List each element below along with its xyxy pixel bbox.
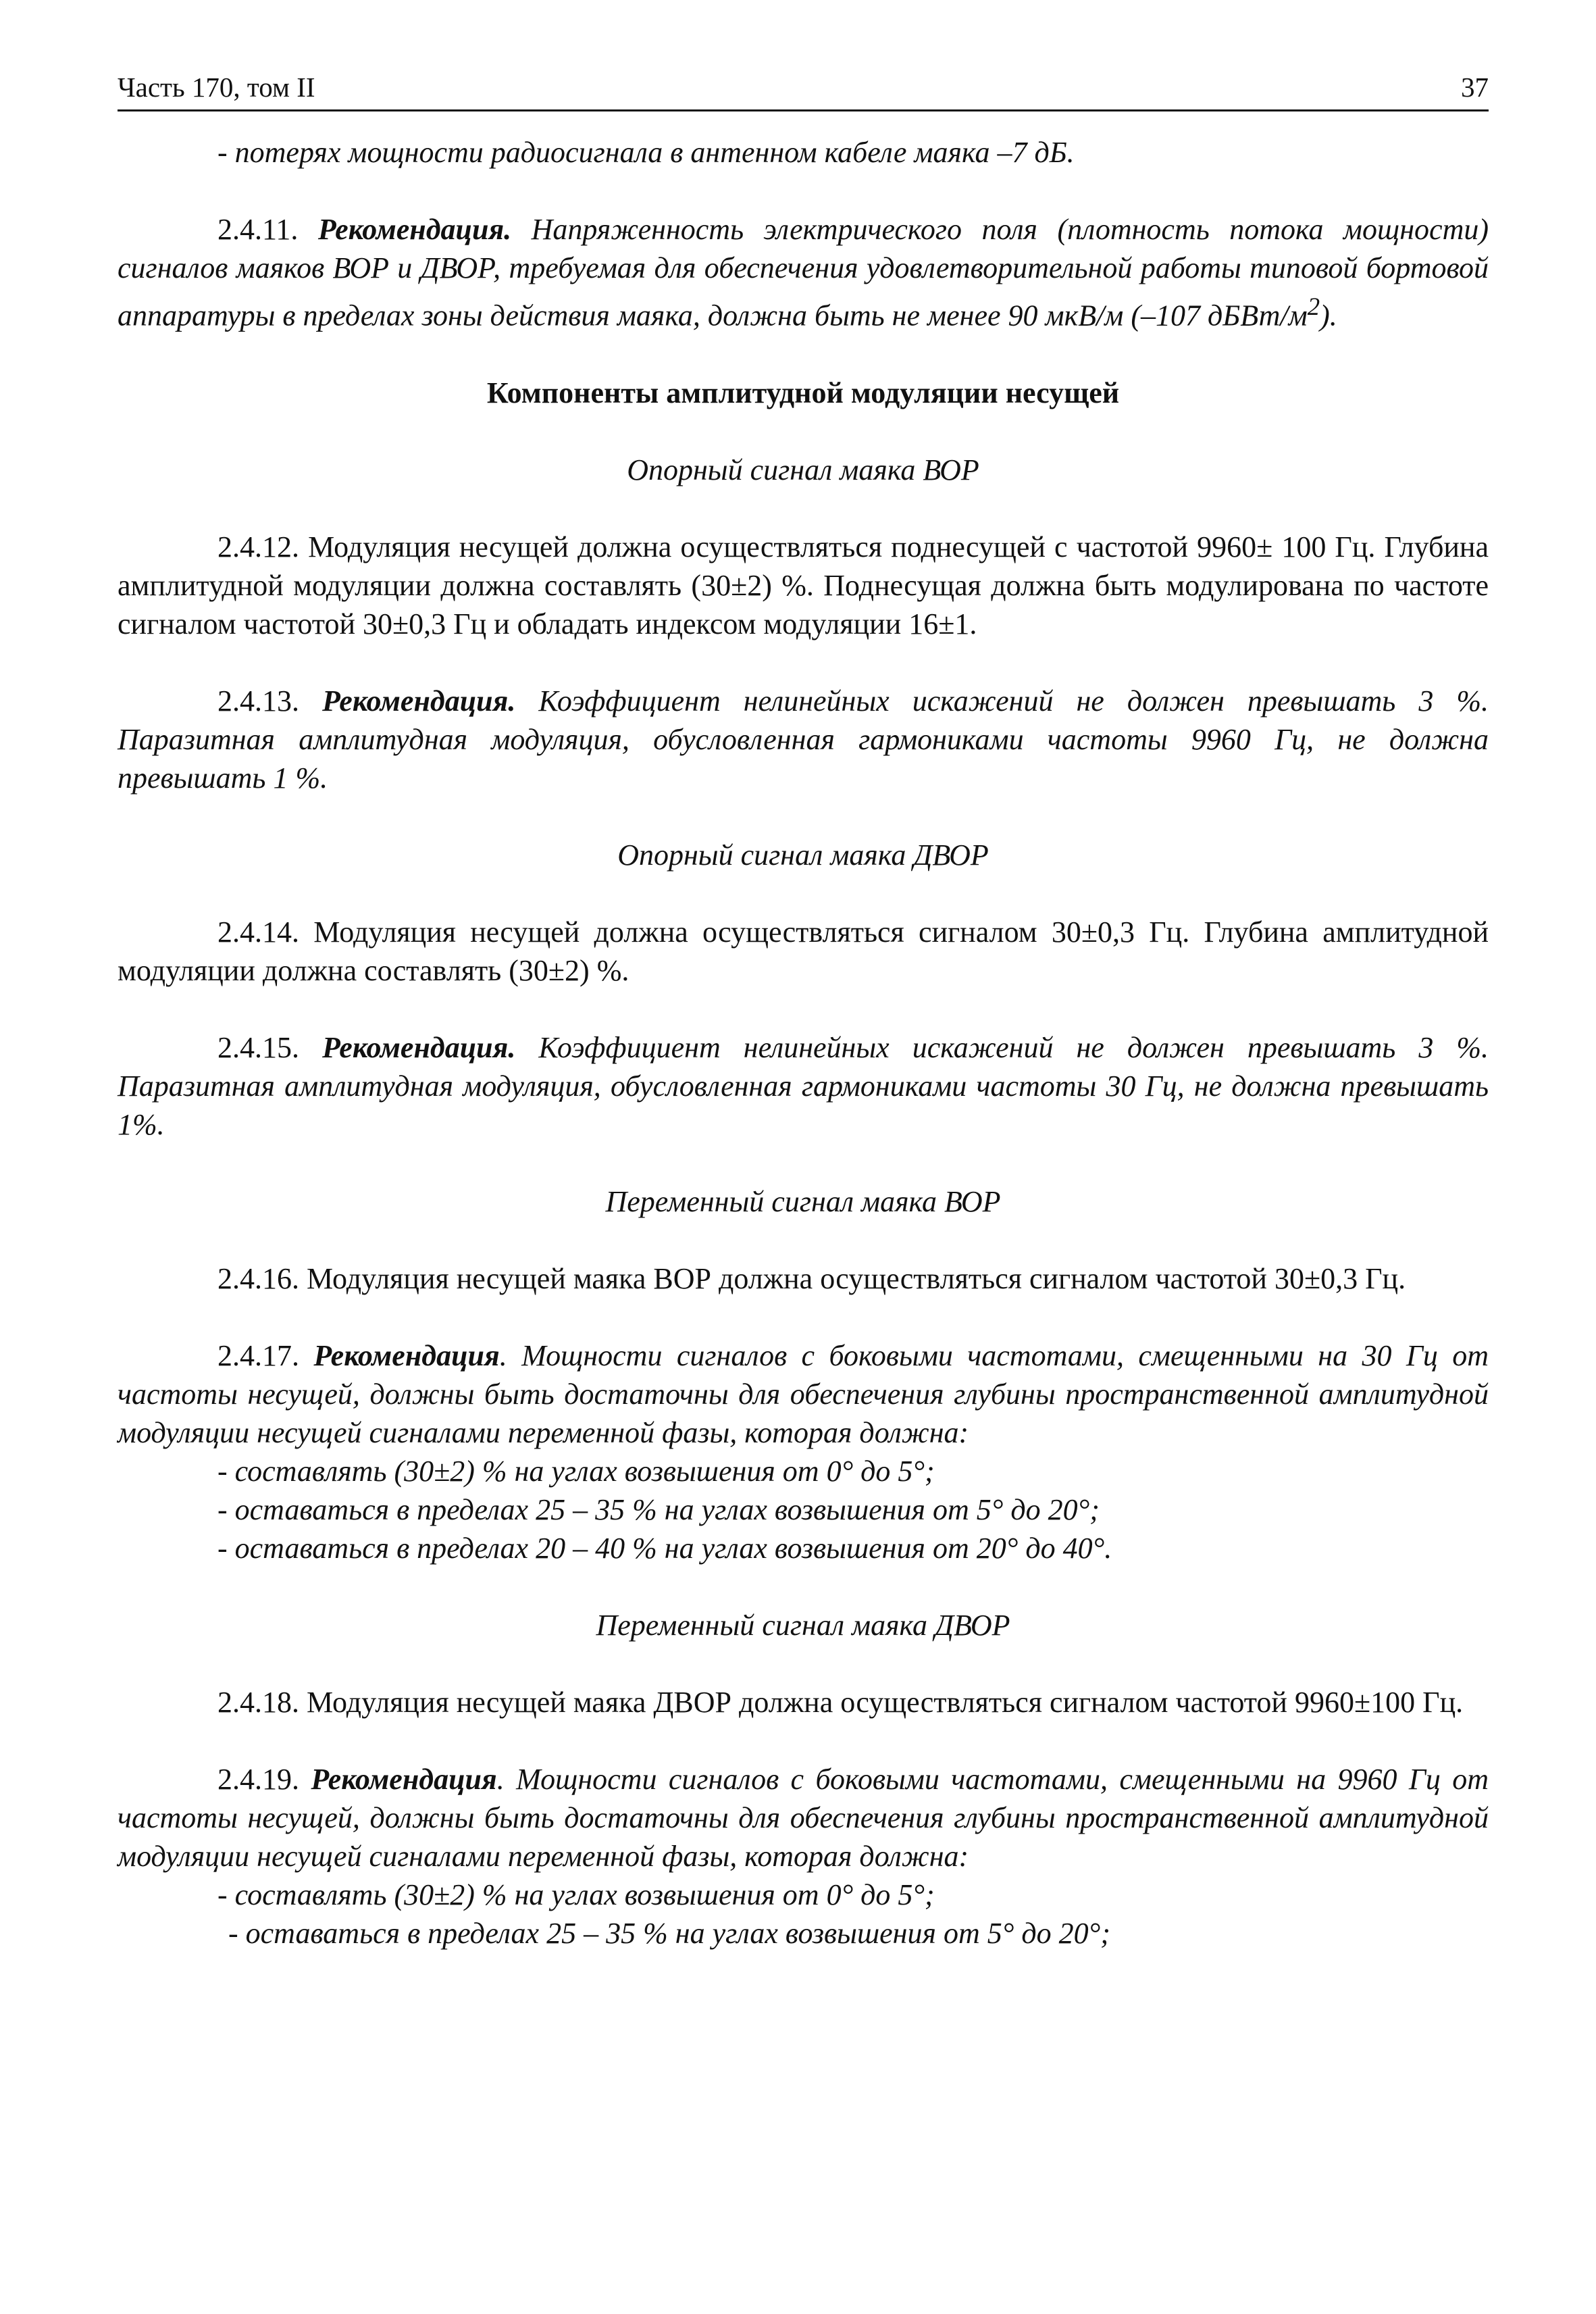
document-page [118, 70, 1489, 1953]
document-body [118, 133, 1489, 1953]
subheading-vor-variable: Переменный сигнал маяка ВОР [605, 1184, 1001, 1218]
recommendation-label: Рекомендация. [322, 1030, 516, 1064]
paragraph-text: Коэффициент нелинейных искажений не должен превышать 3 %. Паразитная амплитудная модуляция, обусловленная гармониками частоты 9960 Гц, не должна превышать 1 %. [118, 684, 1489, 795]
paragraph-2-4-17 [118, 1336, 1489, 1452]
paragraph-number: 2.4.15. [217, 1030, 323, 1064]
section-heading: Компоненты амплитудной модуляции несущей [486, 376, 1120, 409]
recommendation-label: Рекомендация. [317, 213, 512, 246]
paragraph-2-4-19 [118, 1760, 1489, 1876]
list-item: - оставаться в пределах 20 – 40 % на углах возвышения от 20° до 40°. [217, 1531, 1112, 1565]
header-part-volume: Часть 170, том II [118, 72, 315, 103]
recommendation-label: Рекомендация. [322, 684, 516, 718]
paragraph-2-4-16: 2.4.16. Модуляция несущей маяка ВОР должна осуществляться сигналом частотой 30±0,3 Гц. [217, 1261, 1406, 1295]
list-item: - оставаться в пределах 25 – 35 % на углах возвышения от 5° до 20°; [228, 1916, 1110, 1950]
subheading-vor-reference: Опорный сигнал маяка ВОР [627, 453, 979, 486]
paragraph-2-4-12: 2.4.12. Модуляция несущей должна осуществляться поднесущей с частотой 9960± 100 Гц. Глубина амплитудной модуляции должна составлять (30±2) %. Поднесущая должна быть модулирована по частоте сигналом частотой 30±0,3 Гц и обладать индексом модуляции 16±1. [118, 530, 1489, 640]
paragraph-text: Напряженность электрического поля (плотность потока мощности) сигналов маяков ВОР и ДВОР, требуемая для обеспечения удовлетворительной работы типовой бортовой аппаратуры в пределах зоны действия маяка, должна быть не менее 90 мкВ/м (–107 дБВт/м [118, 213, 1489, 332]
superscript-2: 2 [1307, 293, 1320, 320]
paragraph-2-4-11 [118, 210, 1489, 335]
paragraph-number: 2.4.13. [217, 684, 323, 718]
paragraph-2-4-14: 2.4.14. Модуляция несущей должна осуществляться сигналом 30±0,3 Гц. Глубина амплитудной модуляции должна составлять (30±2) %. [118, 915, 1489, 987]
subheading-dvor-reference: Опорный сигнал маяка ДВОР [617, 838, 989, 872]
page-number: 37 [1461, 72, 1489, 103]
paragraph-number: 2.4.11. [217, 213, 318, 246]
list-item: - составлять (30±2) % на углах возвышения от 0° до 5°; [217, 1454, 935, 1488]
paragraph-text-end: ). [1320, 299, 1337, 332]
paragraph-text: . Мощности сигналов с боковыми частотами, смещенными на 9960 Гц от частоты несущей, должны быть достаточны для обеспечения глубины пространственной амплитудной модуляции несущей сигналами переменной фазы, которая должна: [118, 1762, 1489, 1873]
paragraph-2-4-18: 2.4.18. Модуляция несущей маяка ДВОР должна осуществляться сигналом частотой 9960±100 Гц. [217, 1685, 1464, 1719]
recommendation-label: Рекомендация [313, 1338, 500, 1372]
intro-line: - потерях мощности радиосигнала в антенном кабеле маяка –7 дБ. [217, 136, 1075, 169]
subheading-dvor-variable: Переменный сигнал маяка ДВОР [596, 1608, 1010, 1642]
paragraph-text: Коэффициент нелинейных искажений не должен превышать 3 %. Паразитная амплитудная модуляция, обусловленная гармониками частоты 30 Гц, не должна превышать 1%. [118, 1030, 1489, 1141]
paragraph-2-4-15 [118, 1028, 1489, 1144]
paragraph-2-4-13 [118, 682, 1489, 797]
paragraph-number: 2.4.19. [217, 1762, 311, 1796]
paragraph-text: . Мощности сигналов с боковыми частотами, смещенными на 30 Гц от частоты несущей, должны быть достаточны для обеспечения глубины пространственной амплитудной модуляции несущей сигналами переменной фазы, которая должна: [118, 1338, 1489, 1449]
recommendation-label: Рекомендация [311, 1762, 497, 1796]
list-item: - оставаться в пределах 25 – 35 % на углах возвышения от 5° до 20°; [217, 1492, 1100, 1526]
list-item: - составлять (30±2) % на углах возвышения от 0° до 5°; [217, 1878, 935, 1911]
page-header [118, 70, 1489, 111]
paragraph-number: 2.4.17. [217, 1338, 314, 1372]
